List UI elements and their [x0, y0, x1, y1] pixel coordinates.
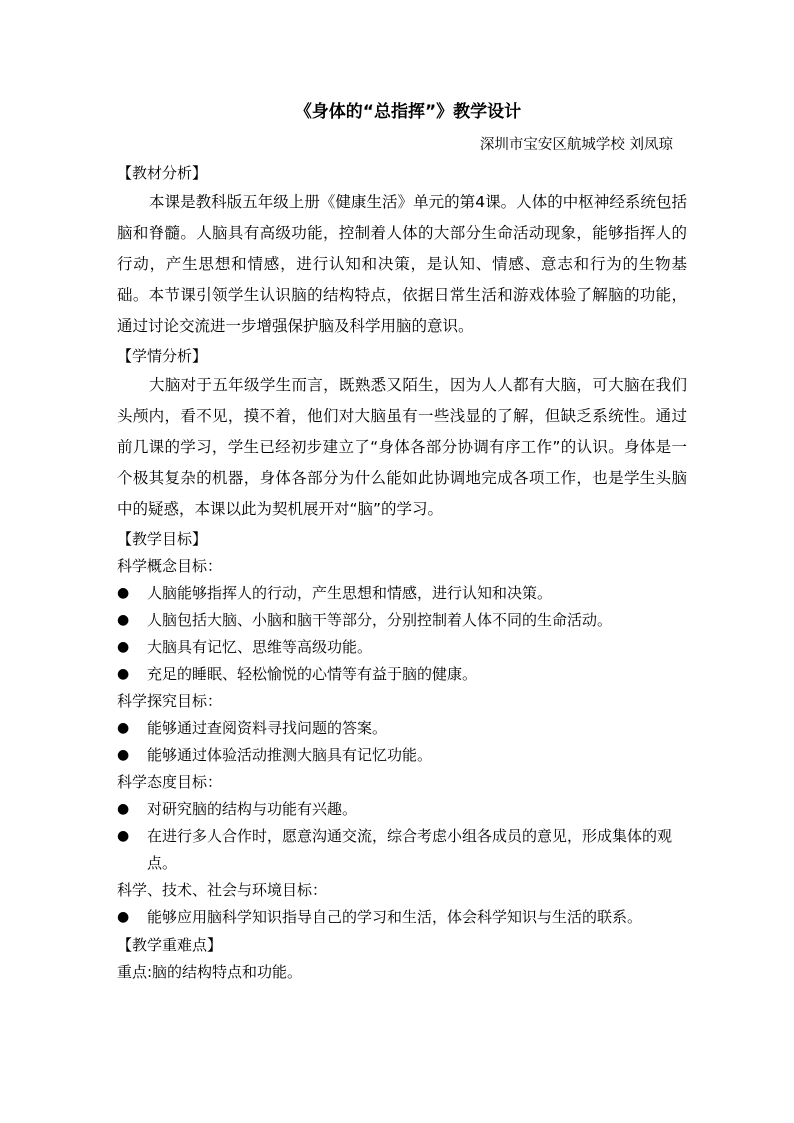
list-item-text: 在进行多人合作时，愿意沟通交流，综合考虑小组各成员的意见，形成集体的观点。: [147, 827, 673, 872]
list-item: [117, 607, 687, 634]
section-heading-students: 【学情分析】: [117, 347, 208, 365]
document-title: 《身体的“总指挥”》教学设计: [294, 102, 522, 122]
focus-text: 重点:脑的结构特点和功能。: [117, 963, 303, 981]
bullet-icon: ●: [117, 720, 130, 736]
inquiry-goals-label: 科学探究目标：: [117, 692, 223, 710]
sts-goals-list: [117, 904, 687, 931]
list-item: [117, 823, 687, 877]
list-item-text: 对研究脑的结构与功能有兴趣。: [147, 800, 358, 818]
bullet-icon: ●: [117, 909, 130, 925]
section-heading-keypoints: 【教学重难点】: [117, 936, 223, 954]
section-heading-goals: 【教学目标】: [117, 530, 208, 548]
list-item: [117, 580, 687, 607]
list-item-text: 能够通过查阅资料寻找问题的答案。: [147, 719, 388, 737]
document-page: [117, 100, 687, 986]
list-item: [117, 796, 687, 823]
sts-goals-label: 科学、技术、社会与环境目标：: [117, 881, 328, 899]
list-item: [117, 634, 687, 661]
bullet-icon: ●: [117, 612, 130, 628]
bullet-icon: ●: [117, 585, 130, 601]
section-heading-materials: 【教材分析】: [117, 164, 208, 182]
list-item-text: 人脑包括大脑、小脑和脑干等部分，分别控制着人体不同的生命活动。: [147, 611, 613, 629]
concept-goals-label: 科学概念目标：: [117, 557, 223, 575]
list-item: [117, 661, 687, 688]
list-item: [117, 742, 687, 769]
list-item-text: 人脑能够指挥人的行动，产生思想和情感，进行认知和决策。: [147, 584, 553, 602]
inquiry-goals-list: [117, 715, 687, 769]
list-item-text: 能够应用脑科学知识指导自己的学习和生活，体会科学知识与生活的联系。: [147, 908, 643, 926]
list-item-text: 能够通过体验活动推测大脑具有记忆功能。: [147, 746, 433, 764]
author-line: 深圳市宝安区航城学校 刘凤琼: [479, 137, 673, 153]
bullet-icon: ●: [117, 747, 130, 763]
bullet-icon: ●: [117, 666, 130, 682]
bullet-icon: ●: [117, 801, 130, 817]
materials-paragraph: 本课是教科版五年级上册《健康生活》单元的第4课。人体的中枢神经系统包括脑和脊髓。人脑具有高级功能，控制着人体的大部分生命活动现象，能够指挥人的行动，产生思想和情感，进行认知和决策，是认知、情感、意志和行为的生物基础。本节课引领学生认识脑的结构特点，依据日常生活和游戏体验了解脑的功能，通过讨论交流进一步增强保护脑及科学用脑的意识。: [117, 193, 687, 335]
bullet-icon: ●: [117, 828, 130, 844]
list-item: [117, 904, 687, 931]
attitude-goals-label: 科学态度目标：: [117, 773, 223, 791]
list-item-text: 大脑具有记忆、思维等高级功能。: [147, 638, 373, 656]
attitude-goals-list: [117, 796, 687, 877]
list-item-text: 充足的睡眠、轻松愉悦的心情等有益于脑的健康。: [147, 665, 478, 683]
list-item: [117, 715, 687, 742]
concept-goals-list: [117, 580, 687, 688]
students-paragraph: 大脑对于五年级学生而言，既熟悉又陌生，因为人人都有大脑，可大脑在我们头颅内，看不见，摸不着，他们对大脑虽有一些浅显的了解，但缺乏系统性。通过前几课的学习，学生已经初步建立了“身体各部分协调有序工作”的认识。身体是一个极其复杂的机器，身体各部分为什么能如此协调地完成各项工作，也是学生头脑中的疑惑，本课以此为契机展开对“脑”的学习。: [117, 376, 687, 518]
bullet-icon: ●: [117, 639, 130, 655]
